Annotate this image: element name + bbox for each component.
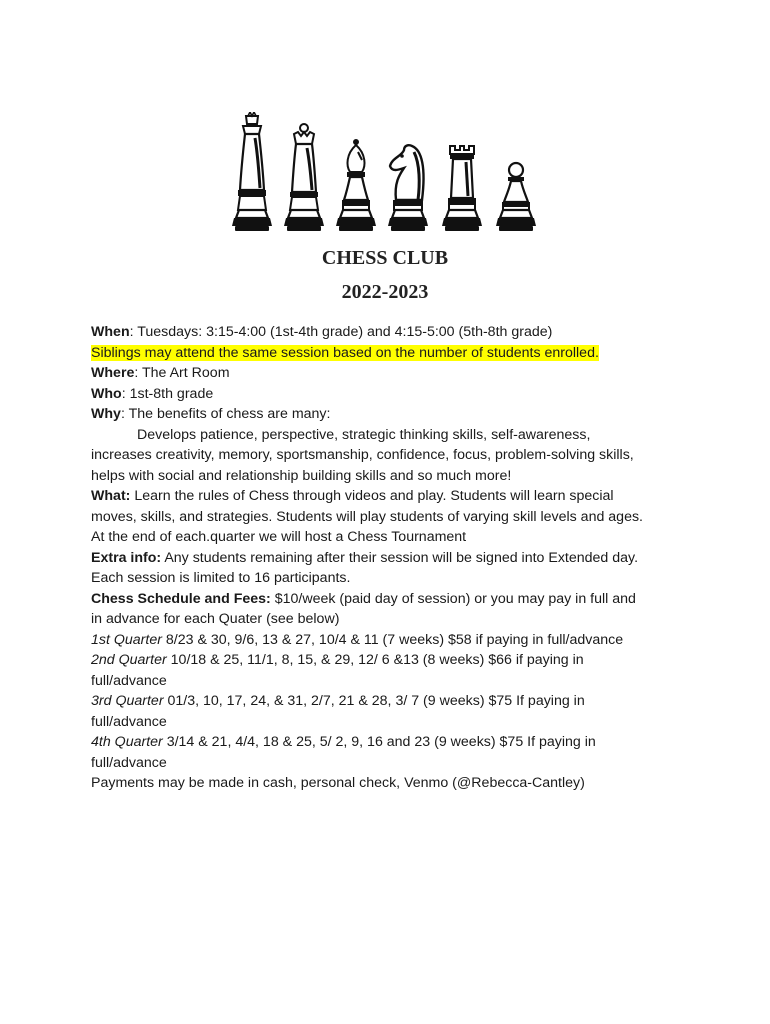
quarter-line — [91, 691, 691, 712]
schedule-text: $10/week (paid day of session) or you may pay in full and — [270, 590, 636, 607]
why-detail-line: helps with social and relationship building skills and so much more! — [91, 467, 512, 484]
king-piece-icon — [232, 112, 272, 231]
what-line — [91, 486, 691, 507]
quarter-line: full/advance — [91, 672, 167, 689]
pawn-piece-icon — [496, 163, 536, 231]
chess-pieces-image — [228, 112, 544, 242]
quarter-name: 2nd Quarter — [91, 652, 167, 668]
why-text: : The benefits of chess are many: — [120, 406, 331, 422]
where-label: Where — [91, 365, 135, 381]
quarter-dates: 8/23 & 30, 9/6, 13 & 27, 10/4 & 11 (7 weeks) $58 if paying in full/advance — [161, 631, 624, 648]
extra-info-text: Any students remaining after their session will be signed into Extended day. — [161, 549, 639, 566]
what-text: Learn the rules of Chess through videos and play. Students will learn special — [130, 488, 614, 504]
where-text: : The Art Room — [134, 365, 230, 381]
who-text: : 1st-8th grade — [121, 385, 214, 402]
when-label: When — [91, 324, 130, 340]
schedule-line: in advance for each Quater (see below) — [91, 611, 340, 627]
rook-piece-icon — [442, 146, 482, 231]
why-detail-line: Develops patience, perspective, strategic thinking skills, self-awareness, — [137, 426, 591, 443]
siblings-note-highlight: Siblings may attend the same session based on the number of students enrolled. — [91, 344, 599, 361]
quarter-line: full/advance — [91, 713, 167, 730]
knight-piece-icon — [388, 145, 428, 231]
what-line: moves, skills, and strategies. Students will play students of varying skill levels and ages. — [91, 508, 643, 525]
queen-piece-icon — [284, 124, 324, 231]
bishop-piece-icon — [336, 139, 376, 231]
who-label: Who — [91, 385, 122, 402]
what-line: At the end of each.quarter we will host a Chess Tournament — [91, 529, 467, 545]
extra-info-label: Extra info: — [91, 549, 162, 566]
quarter-line — [91, 650, 691, 671]
page-title: CHESS CLUB — [321, 247, 449, 269]
quarter-line: full/advance — [91, 754, 167, 771]
what-label: What: — [91, 488, 131, 504]
when-text: : Tuesdays: 3:15-4:00 (1st-4th grade) and 4:15-5:00 (5th-8th grade) — [129, 324, 553, 340]
quarter-name: 4th Quarter — [91, 734, 163, 750]
payments-line: Payments may be made in cash, personal check, Venmo (@Rebecca-Cantley) — [91, 775, 585, 791]
extra-info-line — [91, 548, 691, 569]
quarter-dates: 01/3, 10, 17, 24, & 31, 2/7, 21 & 28, 3/ 7 (9 weeks) $75 If paying in — [163, 693, 585, 709]
year-subtitle: 2022-2023 — [341, 281, 429, 303]
schedule-line — [91, 589, 691, 610]
quarter-dates: 10/18 & 25, 11/1, 8, 15, & 29, 12/ 6 &13 (8 weeks) $66 if paying in — [166, 652, 584, 668]
flyer-body — [91, 322, 691, 794]
when-line — [91, 322, 691, 343]
quarter-line — [91, 732, 691, 753]
quarter-name: 1st Quarter — [91, 631, 162, 648]
why-line — [91, 404, 691, 425]
who-line — [91, 384, 691, 405]
quarter-dates: 3/14 & 21, 4/4, 18 & 25, 5/ 2, 9, 16 and 23 (9 weeks) $75 If paying in — [162, 734, 596, 750]
why-detail-line: increases creativity, memory, sportsmanship, confidence, focus, problem-solving skills, — [91, 447, 634, 463]
where-line — [91, 363, 691, 384]
quarter-line — [91, 630, 691, 651]
schedule-label: Chess Schedule and Fees: — [91, 590, 271, 607]
extra-info-line: Each session is limited to 16 participants. — [91, 570, 351, 586]
quarter-name: 3rd Quarter — [91, 693, 164, 709]
why-label: Why — [91, 406, 121, 422]
